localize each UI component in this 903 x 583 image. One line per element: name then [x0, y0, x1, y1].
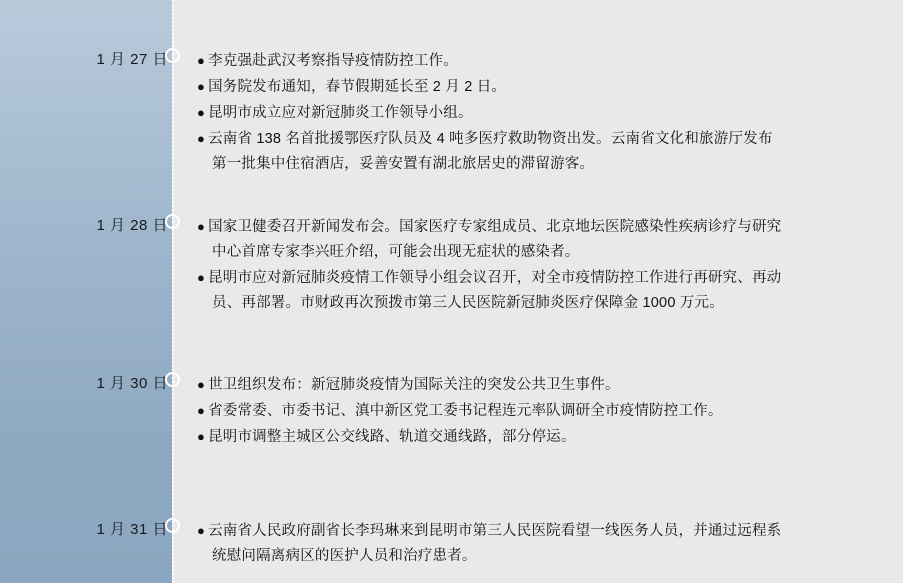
list-item	[197, 48, 787, 74]
bullet-icon: ●	[197, 219, 206, 234]
bullet-icon: ●	[197, 270, 206, 285]
list-item	[197, 424, 787, 450]
list-item-text: 云南省 138 名首批援鄂医疗队员及 4 吨多医疗救助物资出发。云南省文化和旅游厅发布第一批集中住宿酒店，妥善安置有湖北旅居史的滞留游客。	[208, 131, 773, 172]
entry-items	[197, 48, 787, 177]
entry-date: 1 月 27 日	[96, 51, 168, 68]
list-item-text: 云南省人民政府副省长李玛琳来到昆明市第三人民医院看望一线医务人员，并通过远程系统慰问隔离病区的医护人员和治疗患者。	[208, 523, 782, 564]
timeline-marker-icon	[165, 214, 180, 229]
entry-date: 1 月 30 日	[96, 375, 168, 392]
list-item	[197, 100, 787, 126]
list-item	[197, 518, 787, 569]
entry-date: 1 月 28 日	[96, 217, 168, 234]
bullet-icon: ●	[197, 403, 206, 418]
timeline-marker-icon	[165, 48, 180, 63]
list-item-text: 国家卫健委召开新闻发布会。国家医疗专家组成员、北京地坛医院感染性疾病诊疗与研究中心首席专家李兴旺介绍，可能会出现无症状的感染者。	[208, 219, 782, 260]
entry-items	[197, 214, 787, 316]
list-item-text: 昆明市调整主城区公交线路、轨道交通线路，部分停运。	[208, 429, 576, 445]
bullet-icon: ●	[197, 79, 206, 94]
list-item-text: 世卫组织发布：新冠肺炎疫情为国际关注的突发公共卫生事件。	[208, 377, 620, 393]
entry-items	[197, 372, 787, 450]
list-item	[197, 372, 787, 398]
list-item-text: 省委常委、市委书记、滇中新区党工委书记程连元率队调研全市疫情防控工作。	[208, 403, 723, 419]
list-item-text: 昆明市应对新冠肺炎疫情工作领导小组会议召开，对全市疫情防控工作进行再研究、再动员、再部署。市财政再次预拨市第三人民医院新冠肺炎医疗保障金 1000 万元。	[208, 270, 782, 311]
list-item-text: 国务院发布通知，春节假期延长至 2 月 2 日。	[208, 79, 507, 95]
list-item-text: 李克强赴武汉考察指导疫情防控工作。	[208, 53, 458, 69]
bullet-icon: ●	[197, 105, 206, 120]
entry-date: 1 月 31 日	[96, 521, 168, 538]
list-item	[197, 265, 787, 316]
bullet-icon: ●	[197, 131, 206, 146]
list-item	[197, 126, 787, 177]
list-item	[197, 74, 787, 100]
list-item-text: 昆明市成立应对新冠肺炎工作领导小组。	[208, 105, 473, 121]
bullet-icon: ●	[197, 523, 206, 538]
entry-items	[197, 518, 787, 569]
bullet-icon: ●	[197, 429, 206, 444]
timeline-marker-icon	[165, 518, 180, 533]
bullet-icon: ●	[197, 377, 206, 392]
list-item	[197, 214, 787, 265]
bullet-icon: ●	[197, 53, 206, 68]
timeline-marker-icon	[165, 372, 180, 387]
list-item	[197, 398, 787, 424]
